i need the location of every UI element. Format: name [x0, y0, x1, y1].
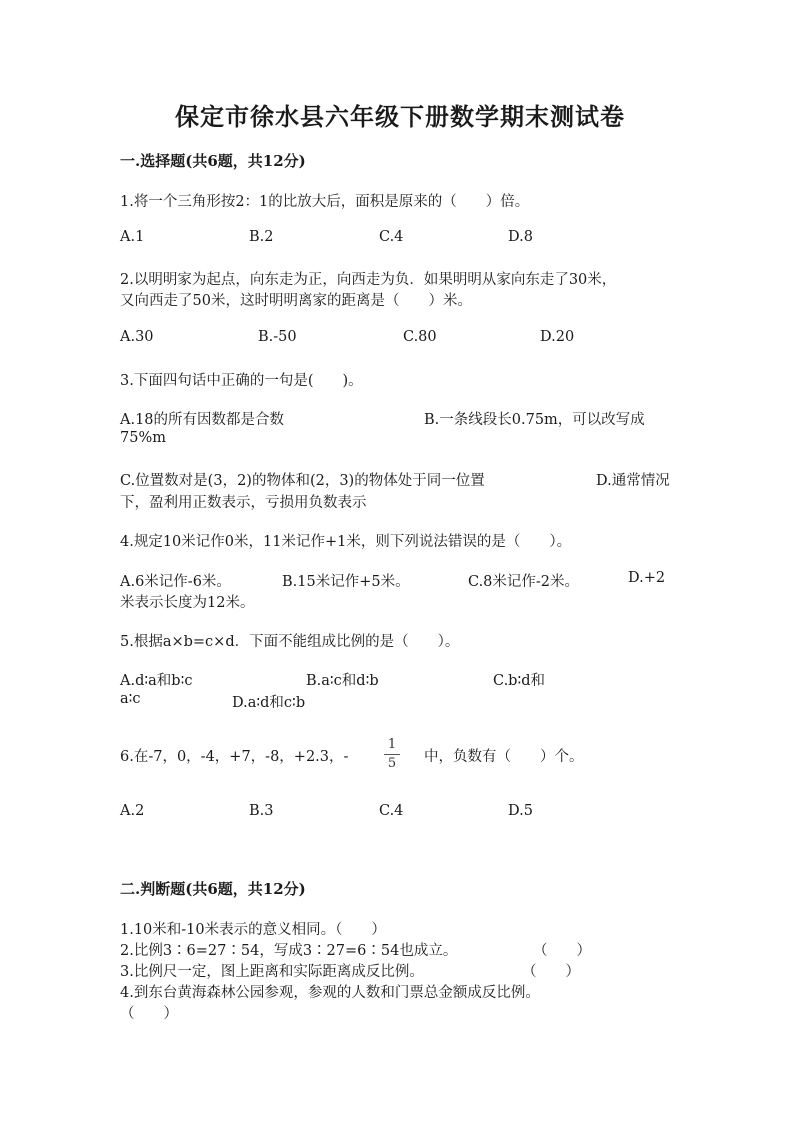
question-6-option-c: C.4: [379, 803, 404, 819]
question-1-stem: 1.将一个三角形按2：1的比放大后，面积是原来的（ ）倍。: [120, 194, 530, 210]
question-5-option-b: B.a∶c和d∶b: [306, 673, 379, 689]
question-3-stem: 3.下面四句话中正确的一句是( )。: [120, 373, 363, 389]
judgment-item-2: 2.比例3∶6=27∶54，写成3∶27=6∶54也成立。: [120, 943, 458, 959]
question-3-option-b-line2: 75%m: [120, 430, 166, 446]
question-3-option-a: A.18的所有因数都是合数: [120, 412, 285, 428]
question-2-option-c: C.80: [403, 329, 437, 345]
question-4-stem: 4.规定10米记作0米，11米记作+1米，则下列说法错误的是（ ）。: [120, 534, 572, 550]
question-2-option-b: B.-50: [258, 329, 297, 345]
question-4-option-d-line1: D.+2: [628, 570, 666, 586]
question-5-option-c-line1: C.b∶d和: [493, 673, 546, 689]
question-5-option-c-line2: a∶c: [120, 691, 141, 707]
question-6-option-b: B.3: [249, 803, 274, 819]
question-4-option-d-line2: 米表示长度为12米。: [120, 595, 255, 611]
question-3-option-d-line2: 下，盈利用正数表示，亏损用负数表示: [120, 495, 367, 511]
question-2-stem-line1: 2.以明明家为起点，向东走为正，向西走为负．如果明明从家向东走了30米，: [120, 272, 617, 288]
question-2-stem-line2: 又向西走了50米，这时明明离家的距离是（ ）米。: [120, 293, 472, 309]
question-4-option-b: B.15米记作+5米。: [282, 574, 410, 590]
page-title: 保定市徐水县六年级下册数学期末测试卷: [175, 102, 625, 131]
question-1-option-a: A.1: [120, 229, 145, 245]
question-2-option-a: A.30: [120, 329, 154, 345]
judgment-item-4: 4.到东台黄海森林公园参观，参观的人数和门票总金额成反比例。: [120, 985, 540, 1001]
question-2-option-d: D.20: [540, 329, 575, 345]
judgment-item-3-paren: （ ）: [522, 964, 580, 980]
question-5-option-d: D.a∶d和c∶b: [232, 695, 306, 711]
question-6-option-a: A.2: [120, 803, 145, 819]
judgment-item-3: 3.比例尺一定，图上距离和实际距离成反比例。: [120, 964, 424, 980]
question-1-option-b: B.2: [249, 229, 274, 245]
section-heading-choice: 一.选择题(共6题，共12分): [120, 152, 306, 170]
judgment-item-4-paren: （ ）: [120, 1006, 178, 1022]
question-6-stem-after: 中，负数有（ ）个。: [424, 749, 584, 765]
question-6-option-d: D.5: [508, 803, 533, 819]
question-3-option-b-line1: B.一条线段长0.75m，可以改写成: [424, 412, 645, 428]
fraction-numerator: 1: [387, 737, 397, 752]
question-1-option-d: D.8: [508, 229, 533, 245]
section-heading-judgment: 二.判断题(共6题，共12分): [120, 880, 306, 898]
fraction-one-fifth: [384, 738, 400, 771]
question-5-stem: 5.根据a×b=c×d．下面不能组成比例的是（ ）。: [120, 634, 460, 650]
fraction-bar: [384, 754, 400, 755]
question-4-option-a: A.6米记作-6米。: [120, 574, 231, 590]
fraction-denominator: 5: [387, 756, 397, 771]
question-3-option-d-line1: D.通常情况: [596, 473, 670, 489]
question-5-option-a: A.d∶a和b∶c: [120, 673, 193, 689]
question-4-option-c: C.8米记作-2米。: [468, 574, 580, 590]
question-6-stem-before: 6.在-7，0，-4，+7，-8，+2.3，-: [120, 749, 349, 765]
judgment-item-2-paren: （ ）: [533, 943, 591, 959]
question-3-option-c: C.位置数对是(3，2)的物体和(2，3)的物体处于同一位置: [120, 473, 485, 489]
question-1-option-c: C.4: [379, 229, 404, 245]
judgment-item-1: 1.10米和-10米表示的意义相同。（ ）: [120, 922, 386, 938]
